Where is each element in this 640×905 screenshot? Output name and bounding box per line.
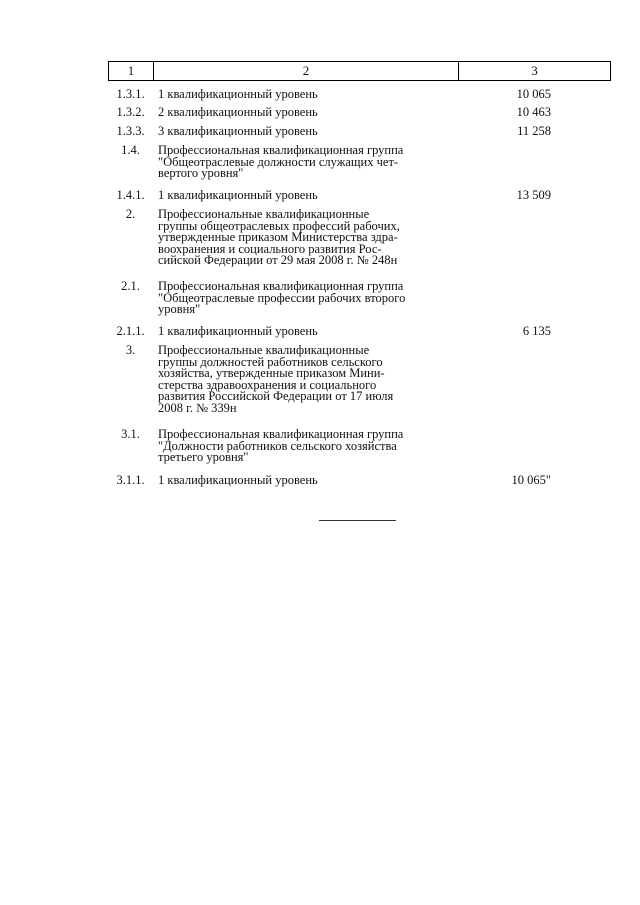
row-text-line: "Общеотраслевые профессии рабочих второго — [158, 290, 406, 305]
row-value: 6 135 — [522, 324, 551, 338]
row-text-line: вертого уровня" — [158, 166, 244, 180]
row-text: 2 квалификационный уровень — [158, 105, 318, 119]
row-text-line: "Общеотраслевые должности служащих чет- — [158, 154, 399, 169]
row-text-line: сийской Федерации от 29 мая 2008 г. № 248н — [158, 253, 398, 267]
row-number: 1.3.3. — [116, 124, 145, 138]
row-text-line: уровня" — [158, 302, 201, 316]
row-value: 13 509 — [516, 188, 551, 202]
row-text — [158, 345, 458, 414]
row-number: 1.4.1. — [116, 188, 145, 202]
row-text-line: Профессиональная квалификационная группа — [158, 143, 404, 157]
row-number: 1.3.2. — [116, 105, 145, 119]
row-value: 10 065" — [511, 473, 551, 487]
header-col-2: 2 — [154, 62, 459, 80]
row-text: 1 квалификационный уровень — [158, 324, 318, 338]
header-col-3: 3 — [531, 63, 538, 78]
row-number: 2. — [125, 207, 136, 221]
row-text — [158, 429, 458, 464]
row-value: 10 065 — [516, 87, 551, 101]
row-text-line: группы должностей работников сельского — [158, 354, 383, 369]
row-text — [158, 209, 458, 267]
row-text: 3 квалификационный уровень — [158, 124, 318, 138]
row-number: 2.1. — [121, 279, 140, 293]
row-text-line: "Должности работников сельского хозяйства — [158, 438, 397, 453]
row-text: 1 квалификационный уровень — [158, 188, 318, 202]
row-number: 2.1.1. — [116, 324, 145, 338]
row-value: 10 463 — [516, 105, 551, 119]
row-text: 1 квалификационный уровень — [158, 87, 318, 101]
row-text-line: Профессиональные квалификационные — [158, 207, 370, 221]
row-text — [158, 281, 458, 316]
row-text: 1 квалификационный уровень — [158, 473, 318, 487]
row-text-line: воохранения и социального развития Рос- — [158, 241, 382, 256]
row-value: 11 258 — [517, 124, 551, 138]
row-text-line: хозяйства, утвержденные приказом Мини- — [158, 366, 385, 380]
row-number: 3.1. — [121, 427, 140, 441]
row-text-line: стерства здравоохранения и социального — [158, 377, 377, 392]
row-text-line: группы общеотраслевых профессий рабочих, — [158, 218, 400, 233]
row-text-line: утвержденные приказом Министерства здра- — [158, 230, 398, 244]
row-text-line: Профессиональная квалификационная группа — [158, 427, 404, 441]
footer-divider — [319, 520, 396, 521]
row-text-line: 2008 г. № 339н — [158, 400, 237, 415]
header-col-1: 1 — [109, 62, 154, 80]
row-number: 3. — [125, 343, 136, 357]
row-text-line: Профессиональная квалификационная группа — [158, 279, 404, 293]
row-text-line: третьего уровня" — [158, 450, 249, 464]
row-number: 1.4. — [121, 143, 140, 157]
row-text-line: развития Российской Федерации от 17 июля — [158, 389, 394, 403]
table-header — [108, 61, 611, 81]
row-number: 1.3.1. — [116, 87, 145, 101]
row-number: 3.1.1. — [116, 473, 145, 487]
row-text-line: Профессиональные квалификационные — [158, 343, 370, 357]
row-text — [158, 145, 458, 180]
